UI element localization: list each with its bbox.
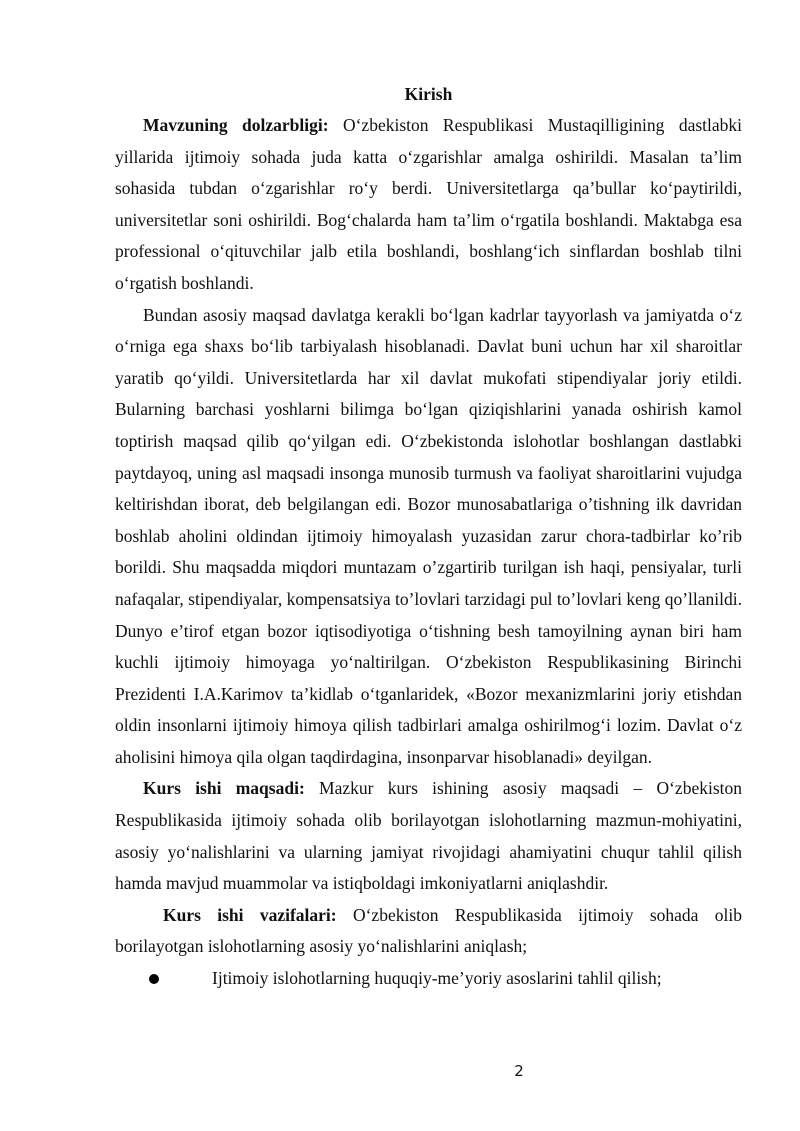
paragraph-text: Bundan asosiy maqsad davlatga kerakli bo‘lgan kadrlar tayyorlash va jamiyatda o‘z o‘rniga ega shaxs bo‘lib tarbiyalash hisoblanadi. Davlat buni uchun har xil sharoitlar yaratib qo‘yildi. Universitetlarda har xil davlat mukofati stipendiyalar joriy etildi. Bularning barchasi yoshlarni bilimga bo‘lgan qiziqishlarini yanada oshirish kamol toptirish maqsad qilib qo‘yilgan edi. O‘zbekistonda islohotlar boshlangan dastlabki paytdayoq, uning asl maqsadi insonga munosib turmush va faoliyat sharoitlarini vujudga keltirishdan iborat, deb belgilangan edi. Bozor munosabatlariga o’tishning ilk davridan boshlab aholini oldindan ijtimoiy himoyalash yuzasidan zarur chora-tadbirlar ko’rib borildi. Shu maqsadda miqdori muntazam o’zgartirib turilgan ish haqi, pensiyalar, turli nafaqalar, stipendiyalar, kompensatsiya to’lovlari tarzidagi pul to’lovlari keng qo’llanildi. Dunyo e’tirof etgan bozor iqtisodiyotiga o‘tishning besh tamoyilning aynan biri ham kuchli ijtimoiy himoyaga yo‘naltirilgan. O‘zbekiston Respublikasining Birinchi Prezidenti I.A.Karimov ta’kidlab o‘tganlaridek, «Bozor mexanizmlarini joriy etishdan oldin insonlarni ijtimoiy himoya qilish tadbirlari amalga oshirilmog‘i lozim. Davlat o‘z aholisini himoya qila olgan taqdirdagina, insonparvar hisoblanadi» deyilgan. <box>115 304 742 767</box>
paragraph-relevance <box>115 110 742 300</box>
paragraph-goal <box>115 773 742 899</box>
bullet-item <box>115 963 742 995</box>
paragraph-text: O‘zbekiston Respublikasi Mustaqilligining dastlabki yillarida ijtimoiy sohada juda katta o‘zgarishlar amalga oshirildi. Masalan ta’lim sohasida tubdan o‘zgarishlar ro‘y berdi. Universitetlarga qa’bullar ko‘paytirildi, universitetlar soni oshirildi. Bog‘chalarda ham ta’lim o‘rgatila boshlandi. Maktabga esa professional o‘qituvchilar jalb etila boshlandi, boshlang‘ich sinflardan boshlab tilni o‘rgatish boshlandi. <box>115 115 742 293</box>
bullet-text: Ijtimoiy islohotlarning huquqiy-me’yoriy asoslarini tahlil qilish; <box>212 968 662 989</box>
section-title: Kirish <box>404 84 453 104</box>
paragraph-lead: Kurs ishi vazifalari: <box>163 904 337 925</box>
paragraph-tasks <box>115 900 742 963</box>
paragraph-text: O‘zbekiston Respublikasida ijtimoiy sohada olib borilayotgan islohotlarning asosiy yo‘nalishlarini aniqlash; <box>115 904 742 957</box>
page-number: 2 <box>514 1062 524 1080</box>
paragraph-lead: Mavzuning dolzarbligi: <box>143 115 329 135</box>
paragraph-lead: Kurs ishi maqsadi: <box>143 778 305 799</box>
paragraph-text: Mazkur kurs ishining asosiy maqsadi – O‘zbekiston Respublikasida ijtimoiy sohada olib borilayotgan islohotlarning mazmun-mohiyatini, asosiy yo‘nalishlarini va ularning jamiyat rivojidagi ahamiyatini chuqur tahlil qilish hamda mavjud muammolar va istiqboldagi imkoniyatlarni aniqlashdir. <box>115 778 743 894</box>
paragraph-purpose-state <box>115 300 742 774</box>
bullet-dot-icon <box>149 974 159 984</box>
